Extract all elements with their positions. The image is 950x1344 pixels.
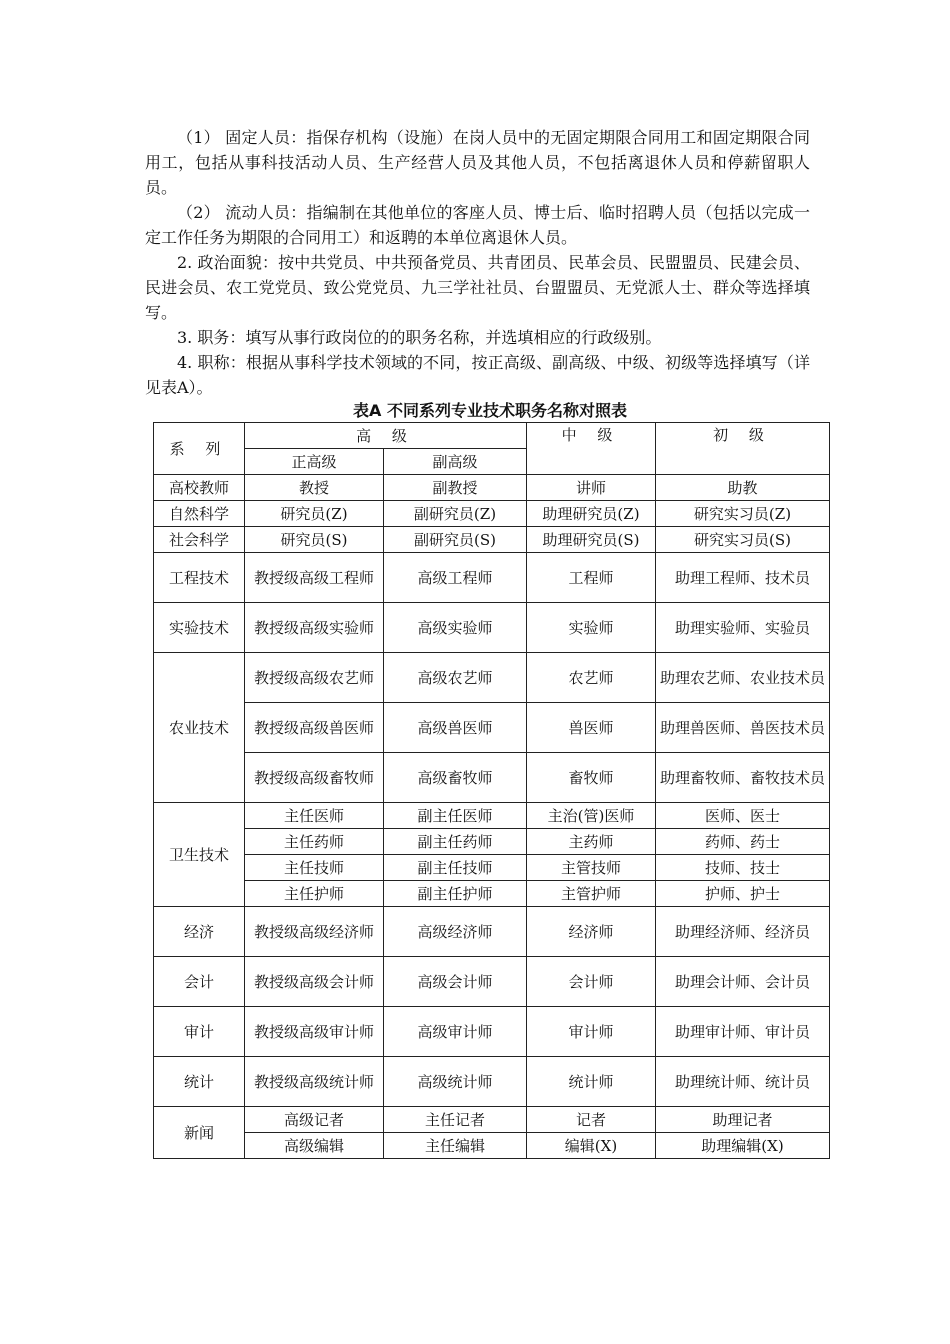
vice-senior-cell: 主任编辑 xyxy=(384,1133,527,1159)
intermediate-cell: 工程师 xyxy=(527,553,656,603)
vice-senior-cell: 高级统计师 xyxy=(384,1057,527,1107)
table-row xyxy=(154,501,830,527)
paragraph-title: 4. 职称：根据从事科学技术领域的不同，按正高级、副高级、中级、初级等选择填写（详见表A）。 xyxy=(145,353,810,397)
vice-senior-cell: 副主任药师 xyxy=(384,829,527,855)
junior-cell: 助理农艺师、农业技术员 xyxy=(656,653,830,703)
series-cell: 工程技术 xyxy=(154,553,245,603)
junior-cell: 技师、技士 xyxy=(656,855,830,881)
table-row xyxy=(154,855,830,881)
junior-cell: 研究实习员(S) xyxy=(656,527,830,553)
intermediate-cell: 助理研究员(Z) xyxy=(527,501,656,527)
paragraph-fixed-staff: （1） 固定人员：指保存机构（设施）在岗人员中的无固定期限合同用工和固定期限合同用工，包括从事科技活动人员、生产经营人员及其他人员，不包括离退休人员和停薪留职人员。 xyxy=(145,128,810,197)
vice-senior-cell: 高级工程师 xyxy=(384,553,527,603)
table-row xyxy=(154,603,830,653)
full-senior-cell: 高级记者 xyxy=(245,1107,384,1133)
table-row xyxy=(154,1107,830,1133)
intermediate-cell: 主管护师 xyxy=(527,881,656,907)
table-row xyxy=(154,475,830,501)
vice-senior-cell: 高级会计师 xyxy=(384,957,527,1007)
table-row xyxy=(154,527,830,553)
intermediate-cell: 主管技师 xyxy=(527,855,656,881)
table-row xyxy=(154,653,830,703)
junior-cell: 助理兽医师、兽医技术员 xyxy=(656,703,830,753)
vice-senior-cell: 高级兽医师 xyxy=(384,703,527,753)
series-cell: 经济 xyxy=(154,907,245,957)
vice-senior-cell: 高级审计师 xyxy=(384,1007,527,1057)
intermediate-cell: 畜牧师 xyxy=(527,753,656,803)
full-senior-cell: 主任护师 xyxy=(245,881,384,907)
full-senior-cell: 教授级高级实验师 xyxy=(245,603,384,653)
table-row xyxy=(154,829,830,855)
table-caption: 表A 不同系列专业技术职务名称对照表 xyxy=(353,401,627,420)
table-row xyxy=(154,1007,830,1057)
full-senior-cell: 教授级高级工程师 xyxy=(245,553,384,603)
vice-senior-cell: 高级农艺师 xyxy=(384,653,527,703)
table-row xyxy=(154,803,830,829)
full-senior-cell: 教授 xyxy=(245,475,384,501)
full-senior-cell: 主任医师 xyxy=(245,803,384,829)
header-series: 系 列 xyxy=(154,423,245,475)
vice-senior-cell: 副主任技师 xyxy=(384,855,527,881)
junior-cell: 医师、医士 xyxy=(656,803,830,829)
table-row xyxy=(154,881,830,907)
intermediate-cell: 实验师 xyxy=(527,603,656,653)
vice-senior-cell: 主任记者 xyxy=(384,1107,527,1133)
full-senior-cell: 教授级高级统计师 xyxy=(245,1057,384,1107)
vice-senior-cell: 高级畜牧师 xyxy=(384,753,527,803)
vice-senior-cell: 副研究员(S) xyxy=(384,527,527,553)
header-vice-senior: 副高级 xyxy=(384,449,527,475)
vice-senior-cell: 高级经济师 xyxy=(384,907,527,957)
table-row xyxy=(154,907,830,957)
series-cell: 审计 xyxy=(154,1007,245,1057)
vice-senior-cell: 副教授 xyxy=(384,475,527,501)
series-cell: 实验技术 xyxy=(154,603,245,653)
full-senior-cell: 教授级高级畜牧师 xyxy=(245,753,384,803)
vice-senior-cell: 高级实验师 xyxy=(384,603,527,653)
series-cell: 统计 xyxy=(154,1057,245,1107)
series-cell: 新闻 xyxy=(154,1107,245,1159)
junior-cell: 助理审计师、审计员 xyxy=(656,1007,830,1057)
series-cell: 卫生技术 xyxy=(154,803,245,907)
table-row xyxy=(154,1057,830,1107)
full-senior-cell: 主任药师 xyxy=(245,829,384,855)
junior-cell: 助理记者 xyxy=(656,1107,830,1133)
table-row xyxy=(154,703,830,753)
table-row xyxy=(154,553,830,603)
full-senior-cell: 研究员(Z) xyxy=(245,501,384,527)
junior-cell: 药师、药士 xyxy=(656,829,830,855)
intermediate-cell: 助理研究员(S) xyxy=(527,527,656,553)
intermediate-cell: 农艺师 xyxy=(527,653,656,703)
full-senior-cell: 主任技师 xyxy=(245,855,384,881)
junior-cell: 助理畜牧师、畜牧技术员 xyxy=(656,753,830,803)
paragraph-mobile-staff: （2） 流动人员：指编制在其他单位的客座人员、博士后、临时招聘人员（包括以完成一定工作任务为期限的合同用工）和返聘的本单位离退休人员。 xyxy=(145,203,810,247)
junior-cell: 助理实验师、实验员 xyxy=(656,603,830,653)
series-cell: 自然科学 xyxy=(154,501,245,527)
full-senior-cell: 教授级高级审计师 xyxy=(245,1007,384,1057)
series-cell: 高校教师 xyxy=(154,475,245,501)
vice-senior-cell: 副主任医师 xyxy=(384,803,527,829)
intermediate-cell: 讲师 xyxy=(527,475,656,501)
paragraph-political-status: 2. 政治面貌：按中共党员、中共预备党员、共青团员、民革会员、民盟盟员、民建会员、民进会员、农工党党员、致公党党员、九三学社社员、台盟盟员、无党派人士、群众等选择填写。 xyxy=(145,253,810,322)
header-senior: 高 级 xyxy=(245,423,527,449)
table-row xyxy=(154,957,830,1007)
table-body xyxy=(154,423,830,1159)
paragraph-position: 3. 职务：填写从事行政岗位的的职务名称，并选填相应的行政级别。 xyxy=(177,328,662,347)
title-comparison-table xyxy=(153,422,830,1159)
full-senior-cell: 研究员(S) xyxy=(245,527,384,553)
junior-cell: 助理经济师、经济员 xyxy=(656,907,830,957)
full-senior-cell: 教授级高级会计师 xyxy=(245,957,384,1007)
intermediate-cell: 统计师 xyxy=(527,1057,656,1107)
intermediate-cell: 经济师 xyxy=(527,907,656,957)
header-junior: 初 级 xyxy=(656,423,830,475)
junior-cell: 助教 xyxy=(656,475,830,501)
junior-cell: 护师、护士 xyxy=(656,881,830,907)
junior-cell: 助理工程师、技术员 xyxy=(656,553,830,603)
series-cell: 农业技术 xyxy=(154,653,245,803)
junior-cell: 助理编辑(X) xyxy=(656,1133,830,1159)
junior-cell: 助理会计师、会计员 xyxy=(656,957,830,1007)
table-row xyxy=(154,1133,830,1159)
series-cell: 社会科学 xyxy=(154,527,245,553)
vice-senior-cell: 副主任护师 xyxy=(384,881,527,907)
series-cell: 会计 xyxy=(154,957,245,1007)
intermediate-cell: 审计师 xyxy=(527,1007,656,1057)
junior-cell: 助理统计师、统计员 xyxy=(656,1057,830,1107)
header-intermediate: 中 级 xyxy=(527,423,656,475)
full-senior-cell: 教授级高级农艺师 xyxy=(245,653,384,703)
table-row xyxy=(154,753,830,803)
intermediate-cell: 主治(管)医师 xyxy=(527,803,656,829)
full-senior-cell: 教授级高级经济师 xyxy=(245,907,384,957)
intermediate-cell: 编辑(X) xyxy=(527,1133,656,1159)
full-senior-cell: 教授级高级兽医师 xyxy=(245,703,384,753)
intermediate-cell: 会计师 xyxy=(527,957,656,1007)
intermediate-cell: 主药师 xyxy=(527,829,656,855)
full-senior-cell: 高级编辑 xyxy=(245,1133,384,1159)
intermediate-cell: 兽医师 xyxy=(527,703,656,753)
vice-senior-cell: 副研究员(Z) xyxy=(384,501,527,527)
junior-cell: 研究实习员(Z) xyxy=(656,501,830,527)
header-full-senior: 正高级 xyxy=(245,449,384,475)
intermediate-cell: 记者 xyxy=(527,1107,656,1133)
